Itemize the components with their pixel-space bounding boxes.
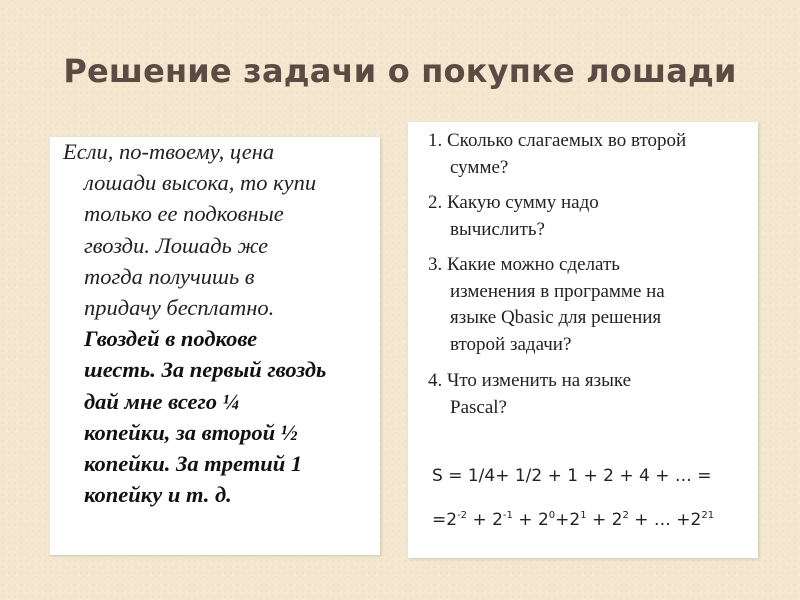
story-bold-line: Гвоздей в подкове bbox=[84, 326, 258, 352]
story-line: только ее подковные bbox=[84, 201, 284, 227]
formula-part: + 2 bbox=[586, 510, 623, 530]
formula-exponent: -1 bbox=[502, 510, 513, 521]
formula-exponent: 2 bbox=[622, 510, 629, 521]
question-item bbox=[428, 252, 665, 358]
formula-line-2 bbox=[432, 510, 714, 530]
formula-exponent: 21 bbox=[701, 510, 715, 521]
question-line: 1. Сколько слагаемых во второй bbox=[428, 130, 687, 151]
story-line: лошади высока, то купи bbox=[84, 170, 317, 196]
story-bold-line: копейки, за второй ½ bbox=[84, 419, 298, 445]
story-line: Если, по-твоему, цена bbox=[63, 139, 275, 164]
question-item bbox=[428, 190, 599, 243]
question-line: языке Qbasic для решения bbox=[450, 307, 662, 328]
story-bold-line: шесть. За первый гвоздь bbox=[84, 357, 327, 383]
question-line: изменения в программе на bbox=[450, 280, 665, 302]
question-line: 2. Какую сумму надо bbox=[428, 192, 599, 213]
formula-line-1: S = 1/4+ 1/2 + 1 + 2 + 4 + … = bbox=[432, 466, 712, 486]
question-line: второй задачи? bbox=[450, 333, 572, 355]
story-bold-line: копейки. За третий 1 bbox=[84, 451, 303, 477]
formula-part: + 2 bbox=[467, 510, 503, 530]
question-line: 4. Что изменить на языке bbox=[428, 370, 632, 391]
question-line: сумме? bbox=[450, 156, 509, 178]
formula-part: + 2 bbox=[512, 510, 549, 530]
question-item bbox=[428, 128, 686, 181]
story-text bbox=[63, 136, 383, 510]
question-line: вычислить? bbox=[450, 218, 545, 240]
formula-part: =2 bbox=[432, 510, 458, 530]
slide-title: Решение задачи о покупке лошади bbox=[63, 52, 737, 90]
formula-part: +2 bbox=[555, 510, 581, 530]
story-line: придачу бесплатно. bbox=[84, 295, 275, 321]
story-bold-line: дай мне всего ¼ bbox=[84, 388, 240, 414]
formula-part: + … +2 bbox=[628, 510, 702, 530]
story-line: гвозди. Лошадь же bbox=[84, 232, 269, 258]
story-line: тогда получишь в bbox=[84, 263, 255, 289]
formula-exponent: 1 bbox=[580, 510, 587, 521]
question-item bbox=[428, 368, 631, 421]
question-line: Pascal? bbox=[450, 396, 507, 418]
formula-exponent: 0 bbox=[548, 510, 556, 521]
formula-exponent: -2 bbox=[457, 510, 468, 521]
story-bold-line: копейку и т. д. bbox=[84, 482, 232, 508]
question-line: 3. Какие можно сделать bbox=[428, 254, 620, 275]
